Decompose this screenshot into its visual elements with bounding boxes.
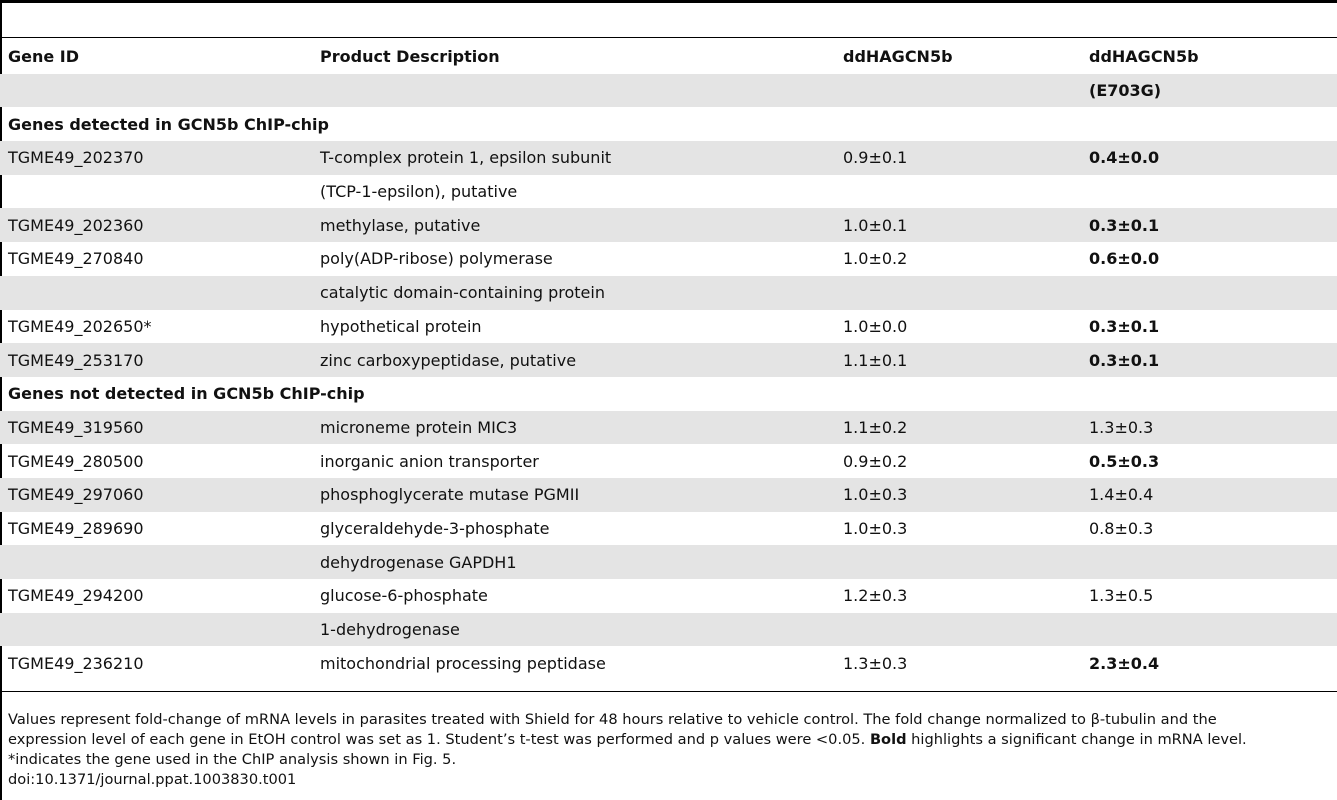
e703g-value-cell: 1.3±0.3 (1081, 411, 1337, 445)
product-description-cell: mitochondrial processing peptidase (320, 653, 606, 673)
ddhagcn5b-value-cell: 1.2±0.3 (843, 586, 908, 606)
gene-id-cell: TGME49_289690 (8, 518, 144, 538)
empty-cell (1081, 545, 1337, 579)
table-row (0, 579, 1337, 613)
ddhagcn5b-value-cell: 0.9±0.2 (843, 451, 908, 471)
gene-id-cell: TGME49_202360 (0, 208, 312, 242)
header-top-rule (0, 37, 1337, 38)
column-header-sub: (E703G) (1081, 74, 1337, 108)
empty-cell (1081, 175, 1337, 209)
product-description-cell: inorganic anion transporter (320, 451, 539, 471)
ddhagcn5b-value-cell: 1.0±0.1 (835, 208, 1081, 242)
header-row (0, 40, 1337, 74)
table-top-rule (0, 0, 1337, 3)
ddhagcn5b-value-cell: 1.1±0.2 (835, 411, 1081, 445)
e703g-value-cell: 0.4±0.0 (1081, 141, 1337, 175)
ddhagcn5b-value-cell: 1.0±0.3 (843, 518, 908, 538)
product-description-continuation: catalytic domain-containing protein (312, 276, 835, 310)
table-row-continuation (0, 545, 1337, 579)
empty-cell (312, 74, 835, 108)
gene-id-cell: TGME49_253170 (0, 343, 312, 377)
table-bottom-rule (0, 691, 1337, 692)
table-row (0, 343, 1337, 377)
empty-cell (835, 545, 1081, 579)
empty-cell (0, 545, 312, 579)
product-description-cell: poly(ADP-ribose) polymerase (320, 249, 553, 269)
e703g-value-cell: 2.3±0.4 (1089, 653, 1160, 673)
table-row-continuation (0, 175, 1337, 209)
header-row-sub (0, 74, 1337, 108)
gene-id-cell: TGME49_270840 (8, 249, 144, 269)
empty-cell (0, 175, 312, 209)
product-description-cell: T-complex protein 1, epsilon subunit (312, 141, 835, 175)
gene-id-cell: TGME49_202650* (8, 316, 152, 336)
e703g-value-cell: 1.3±0.5 (1089, 586, 1154, 606)
product-description-cell: methylase, putative (312, 208, 835, 242)
empty-cell (835, 276, 1081, 310)
e703g-value-cell: 0.3±0.1 (1081, 343, 1337, 377)
footnote-line-1: Values represent fold-change of mRNA levels in parasites treated with Shield for 48 hours relative to vehicle control. The fold change normalized to β-tubulin and the (8, 711, 1217, 728)
gene-id-cell: TGME49_297060 (0, 478, 312, 512)
table-row (0, 478, 1337, 512)
table-body (0, 40, 1337, 680)
footnote-doi: doi:10.1371/journal.ppat.1003830.t001 (8, 771, 297, 788)
empty-cell (0, 74, 312, 108)
table-row-continuation (0, 276, 1337, 310)
section-title: Genes detected in GCN5b ChIP-chip (8, 114, 329, 134)
table-footnotes (8, 710, 1333, 790)
column-header: Gene ID (8, 47, 80, 67)
product-description-cell: zinc carboxypeptidase, putative (312, 343, 835, 377)
table-row (0, 310, 1337, 344)
empty-cell (835, 613, 1081, 647)
e703g-value-cell: 0.8±0.3 (1089, 518, 1154, 538)
ddhagcn5b-value-cell: 1.3±0.3 (843, 653, 908, 673)
table-row-continuation (0, 613, 1337, 647)
section-title: Genes not detected in GCN5b ChIP-chip (8, 384, 365, 404)
column-header: ddHAGCN5b (1089, 47, 1199, 67)
empty-cell (1081, 276, 1337, 310)
e703g-value-cell: 0.3±0.1 (1081, 208, 1337, 242)
column-header: ddHAGCN5b (843, 47, 953, 67)
ddhagcn5b-value-cell: 1.0±0.0 (843, 316, 908, 336)
product-description-cell: hypothetical protein (320, 316, 482, 336)
e703g-value-cell: 0.6±0.0 (1089, 249, 1160, 269)
column-header: Product Description (320, 47, 500, 67)
table-row (0, 444, 1337, 478)
e703g-value-cell: 1.4±0.4 (1081, 478, 1337, 512)
product-description-cell: glyceraldehyde-3-phosphate (320, 518, 550, 538)
table-row (0, 242, 1337, 276)
ddhagcn5b-value-cell: 0.9±0.1 (835, 141, 1081, 175)
footnote-bold-word: Bold (869, 731, 907, 748)
empty-cell (1081, 613, 1337, 647)
section-heading-row (0, 377, 1337, 411)
table-row (0, 646, 1337, 680)
table-row (0, 208, 1337, 242)
e703g-value-cell: 0.5±0.3 (1089, 451, 1160, 471)
gene-id-cell: TGME49_280500 (8, 451, 144, 471)
gene-id-cell: TGME49_236210 (8, 653, 144, 673)
footnote-asterisk: *indicates the gene used in the ChIP analysis shown in Fig. 5. (8, 751, 457, 768)
table-row (0, 141, 1337, 175)
table-row (0, 512, 1337, 546)
product-description-cell: microneme protein MIC3 (312, 411, 835, 445)
empty-cell (0, 276, 312, 310)
empty-cell (835, 175, 1081, 209)
product-description-continuation: dehydrogenase GAPDH1 (312, 545, 835, 579)
gene-id-cell: TGME49_202370 (0, 141, 312, 175)
gene-id-cell: TGME49_319560 (0, 411, 312, 445)
e703g-value-cell: 0.3±0.1 (1089, 316, 1160, 336)
table-row (0, 411, 1337, 445)
product-description-continuation: 1-dehydrogenase (312, 613, 835, 647)
empty-cell (835, 74, 1081, 108)
section-heading-row (0, 107, 1337, 141)
product-description-continuation: (TCP-1-epsilon), putative (320, 182, 518, 202)
footnote-line-2 (8, 730, 1333, 750)
ddhagcn5b-value-cell: 1.0±0.2 (843, 249, 908, 269)
product-description-cell: glucose-6-phosphate (320, 586, 488, 606)
ddhagcn5b-value-cell: 1.1±0.1 (835, 343, 1081, 377)
product-description-cell: phosphoglycerate mutase PGMII (312, 478, 835, 512)
ddhagcn5b-value-cell: 1.0±0.3 (835, 478, 1081, 512)
empty-cell (0, 613, 312, 647)
gene-expression-table (0, 40, 1337, 680)
footnote-line-2-text: expression level of each gene in EtOH control was set as 1. Student’s t-test was performed and p values were <0.05. (8, 731, 870, 748)
gene-id-cell: TGME49_294200 (8, 586, 144, 606)
footnote-line-2-tail: highlights a significant change in mRNA level. (906, 731, 1247, 748)
